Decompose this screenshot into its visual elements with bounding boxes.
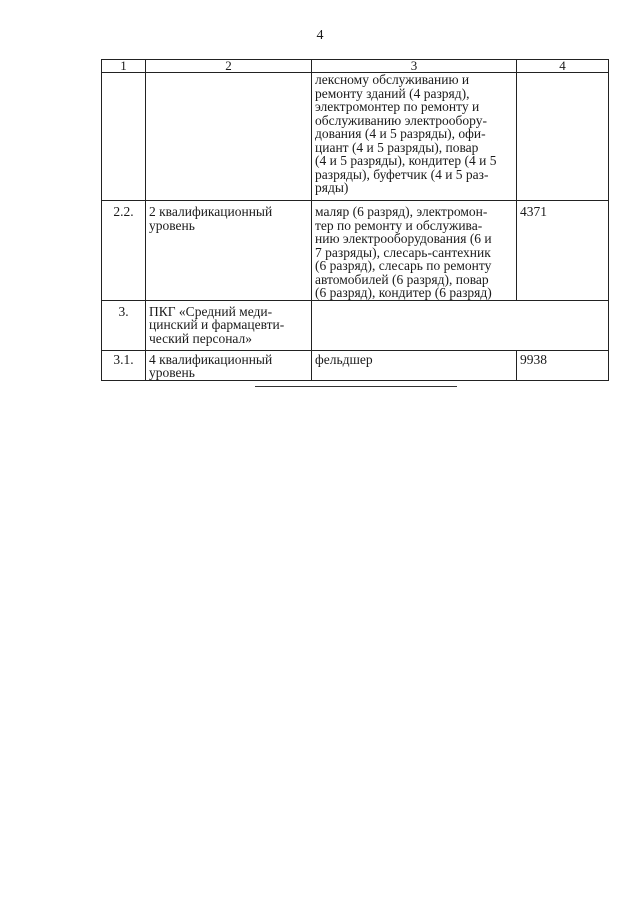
table-row <box>102 300 609 350</box>
qualification-level: 2 квалификационный уровень <box>146 201 312 301</box>
table-row <box>102 73 609 201</box>
table-row <box>102 350 609 380</box>
qualification-level: ПКГ «Средний меди- цинский и фармацевти- ческий персонал» <box>146 300 312 350</box>
salary-table <box>101 59 609 381</box>
page-number: 4 <box>316 28 324 43</box>
positions-list: лексному обслуживанию и ремонту зданий (4 разряд), электромонтер по ремонту и обслуживанию электрообору- дования (4 и 5 разряды), офи- циант (4 и 5 разряды), повар (4 и 5 разряды), кондитер (4 и 5 разряды), буфетчик (4 и 5 раз- ряды) <box>312 73 517 201</box>
qualification-level <box>146 73 312 201</box>
positions-list: маляр (6 разряд), электромон- тер по ремонту и обслужива- нию электрооборудования (6 и 7 разряды), слесарь-сантехник (6 разряд), слесарь по ремонту автомобилей (6 разряд), повар (6 разряд), кондитер (6 разряд) <box>312 201 517 301</box>
salary-amount <box>517 73 609 201</box>
qualification-level: 4 квалификационный уровень <box>146 350 312 380</box>
column-header-4: 4 <box>517 60 609 73</box>
row-number: 3. <box>102 300 146 350</box>
row-number: 2.2. <box>102 201 146 301</box>
salary-amount: 4371 <box>517 201 609 301</box>
row-number: 3.1. <box>102 350 146 380</box>
positions-list: фельдшер <box>312 350 517 380</box>
column-header-3: 3 <box>312 60 517 73</box>
table-header-row <box>102 60 609 73</box>
column-header-2: 2 <box>146 60 312 73</box>
salary-amount: 9938 <box>517 350 609 380</box>
table-row <box>102 201 609 301</box>
empty-merged-cell <box>312 300 609 350</box>
end-divider-line <box>255 386 457 387</box>
column-header-1: 1 <box>102 60 146 73</box>
row-number <box>102 73 146 201</box>
